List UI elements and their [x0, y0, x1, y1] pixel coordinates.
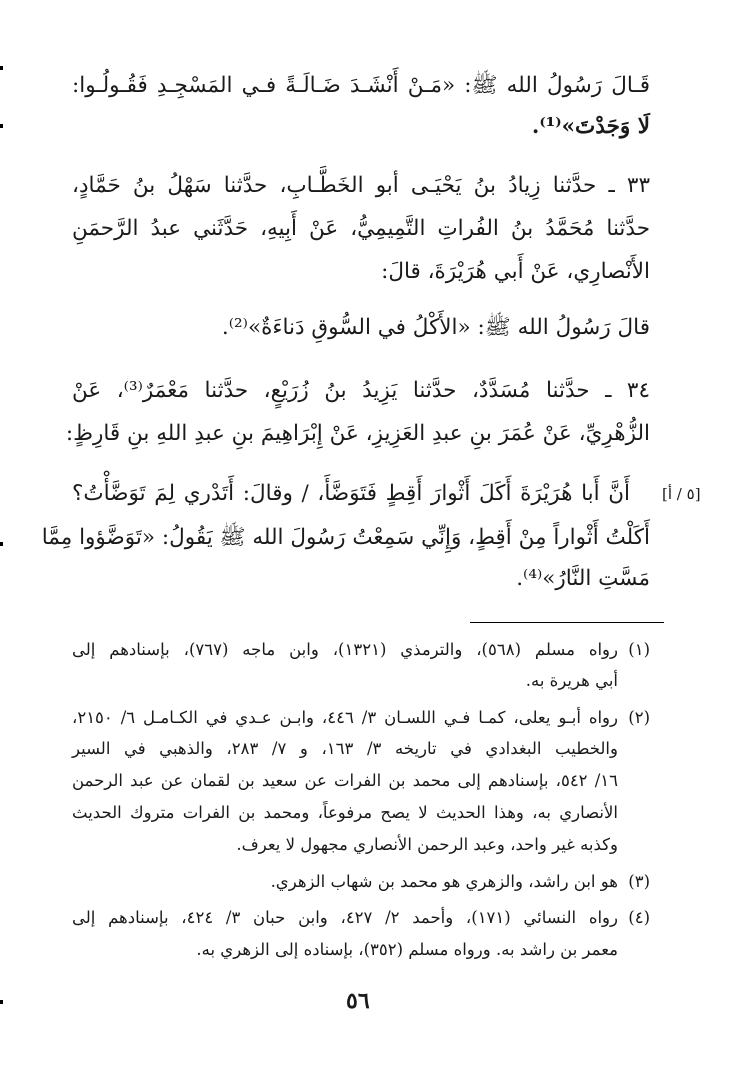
page-number: ٥٦ [346, 988, 370, 1014]
isnad-line: الأَنْصارِي، عَنْ أَبي هُرَيْرَةَ، قالَ: [381, 259, 650, 284]
footnote-number: (٤) [628, 908, 650, 927]
edge-mark [0, 542, 3, 546]
footnote-number: (١) [628, 640, 650, 659]
footnote-number: (٣) [628, 872, 650, 891]
footnote-line: الأنصاري به، وهذا الحديث لا يصح مرفوعاً، ومحمد بن الفرات متروك الحديث [72, 803, 618, 822]
footnote-line: أبي هريرة به. [525, 671, 618, 690]
manuscript-folio-ref: [٥ / أ] [662, 485, 701, 503]
hadith-line: أَكَلْتُ أَثْواراً مِنْ أَقِطٍ، وَإِنِّي سَمِعْتُ رَسُولَ الله ﷺ يَقُولُ: «تَوَضَّؤوا مِمَّا [41, 525, 650, 550]
hadith-line: قالَ رَسُولُ الله ﷺ: «الأَكْلُ في السُّوقِ دَناءَةٌ»⁽²⁾. [221, 315, 650, 340]
edge-mark [0, 66, 3, 70]
footnote-line: هو ابن راشد، والزهري هو محمد بن شهاب الزهري. [270, 872, 618, 891]
hadith-line: أَنَّ أَبا هُرَيْرَةَ أَكَلَ أَثْوارَ أَقِطٍ فَتَوَضَّأَ، / وقالَ: أَتَدْري لِمَ تَوَضَّأْتُ؟ [72, 481, 630, 506]
footnote-line: والخطيب البغدادي في تاريخه ٣/ ١٦٣، و ٧/ ٢٨٣، والذهبي في السير [72, 739, 618, 758]
footnote-line: رواه مسلم (٥٦٨)، والترمذي (١٣٢١)، وابن ماجه (٧٦٧)، بإسنادهم إلى [72, 640, 618, 659]
footnote-line: ١٦/ ٥٤٢، بإسنادهم إلى محمد بن الفرات عن سعيد بن لقمان عن عبد الرحمن [72, 771, 618, 790]
footnote-line: رواه النسائي (١٧١)، وأحمد ٢/ ٤٢٧، وابن حبان ٣/ ٤٢٤، بإسنادهم إلى [72, 908, 618, 927]
edge-mark [0, 124, 3, 128]
footnote-separator [470, 622, 664, 623]
footnote-line: وكذبه غير واحد، وعبد الرحمن الأنصاري مجهول لا يعرف. [236, 835, 618, 854]
footnote-line: معمر بن راشد به. ورواه مسلم (٣٥٢)، بإسناده إلى الزهري به. [196, 940, 618, 959]
edge-mark [0, 1000, 3, 1004]
isnad-line: حدَّثنا مُحَمَّدُ بنُ الفُراتِ التَّمِيمِيُّ، عَنْ أَبِيهِ، حَدَّثَني عبدُ الرَّحمَنِ [72, 216, 650, 241]
hadith-line: لَا وَجَدْتَ»⁽¹⁾. [531, 114, 650, 139]
footnote-number: (٢) [628, 708, 650, 727]
hadith-line: مَسَّتِ النَّارُ»⁽⁴⁾. [516, 566, 650, 591]
isnad-line: ٣٣ ـ حدَّثنا زِيادُ بنُ يَحْيَـى أبو الخَطَّـابِ، حدَّثنا سَهْلُ بنُ حَمَّادٍ، [72, 173, 650, 198]
hadith-line: قَـالَ رَسُولُ الله ﷺ: «مَـنْ أَنْشَـدَ ضَـالَـةً فـي المَسْجِـدِ فَقُـولُـوا: [72, 73, 650, 98]
isnad-line: الزُّهْرِيِّ، عَنْ عُمَرَ بنِ عبدِ العَزِيزِ، عَنْ إِبْرَاهِيمَ بنِ عبدِ اللهِ بنِ قَارِظٍ: [65, 421, 650, 446]
footnote-line: رواه أبـو يعلى، كمـا فـي اللسـان ٣/ ٤٤٦، وابـن عـدي في الكـامـل ٦/ ٢١٥٠، [72, 708, 618, 727]
isnad-line: ٣٤ ـ حدَّثنا مُسَدَّدٌ، حدَّثنا يَزِيدُ بنُ زُرَيْعٍ، حدَّثنا مَعْمَرٌ⁽³⁾، عَنْ [72, 378, 651, 403]
